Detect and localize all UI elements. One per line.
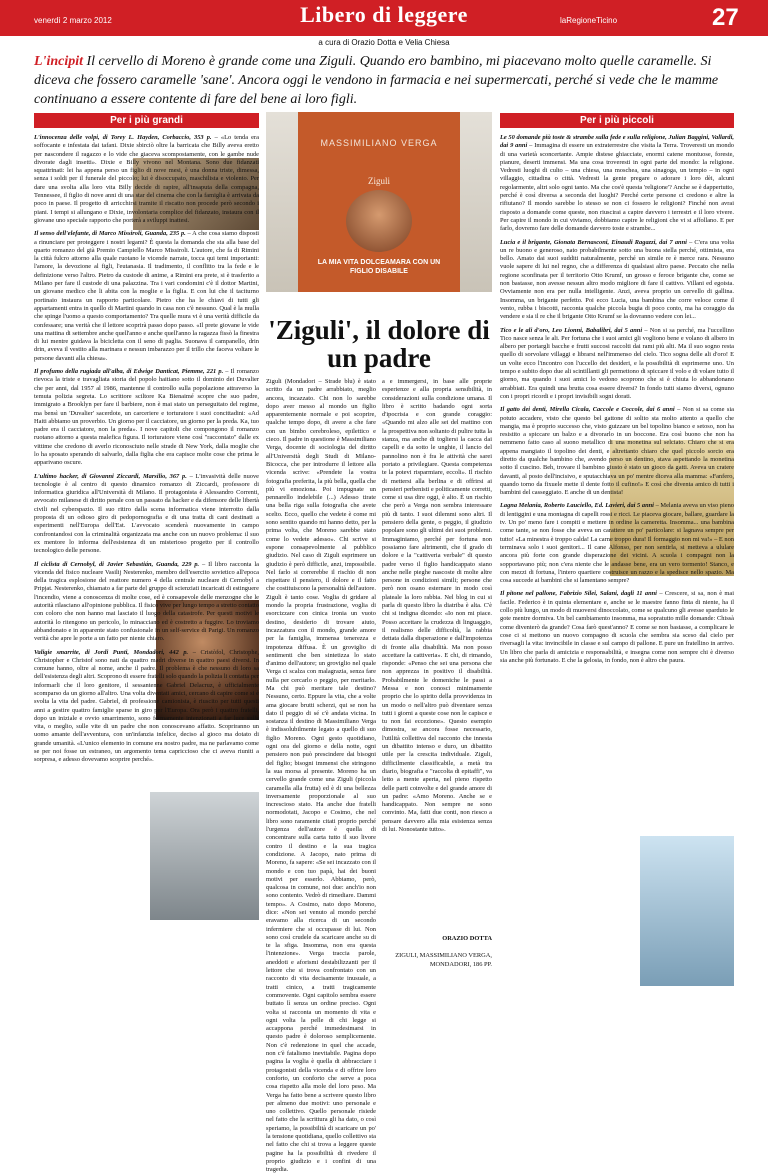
review-body: – Non si sa perché, ma l'uccellino Tico nasce senza le ali. Per fortuna che i suoi amici gli vogliono bene e volano di albero in albero per portargli bacche e frutti succosi raccolti dai rami più alti. Ma il suo sogno resta quello di sorvolare villaggi e librarsi nell'immenso del cielo. Tico sogna delle ali d'oro! E un volte ecco l'incontro con l'uccello dei desideri, e la possibilità di esprimerne uno. Un tempo e subito dopo due ali scintillanti gli permettono di spiccare il volo e di volare tutto il giorno, ma quando i suoi amici lo vedono scoprono che si è chiuta lo abbandonano arrabbiati. Era quindi una brutta cosa essere diversi? In fondo tutti siamo diversi, ognuno con i propri ricordi e i propri invisibili sogni dorati. [500,326,734,400]
incipit-text: Il cervello di Moreno è grande come una Ziguli. Quando ero bambino, mi piacevano molto quelle caramelle. Si diceva che fossero caramelle 'sane'. Ancora oggi le vendono in farmacia e nei supermercati, perché si vede che le mamme continuano a essere contente di fare del bene ai loro figli. [34,54,719,107]
feature-text-column-2 [382,378,492,933]
section-bar-kids: Per i più piccoli [500,113,734,128]
review-body: – L'invasività delle nuove tecnologie è al centro di questo dinamico romanzo di Ziccardi, professore di informatica giuridica all'Università di Milano. Il protagonista è Alessandro Correnti, avvocato milanese di diritto penale con un passato da hacker e da difensore delle libertà civili nel cyberspazio. Il suo ritiro dalla scena informatica viene interrotto dalla proposta di un odioso giro di pedopornografia e di una tratta di cani destinati a esperimenti nell'Europa dell'Est. L'avvocato scenderà nuovamente in campo confrontandosi con la criminalità organizzata ma anche con un nuovo problema: il suo ex mentore lo informa dell'esistenza di un misterioso progetto per il controllo tecnologico delle persone. [34,472,259,555]
cover-tagline: LA MIA VITA DOLCEAMARA CON UN FIGLIO DISABILE [317,259,441,275]
cover-author: MASSIMILIANO VERGA [320,138,438,148]
review-entry [500,502,734,585]
review-body: – Crescere, si sa, non è mai facile. Federico è in quinta elementare e, anche se le maestre fanno finta di niente, ha il collo più lungo, un modo di muoversi dinoccolato, come se qualcuno gli avesse sparduto le gote mentre dormiva. Un bel cambiamento insomma, ma sopratutto mille domande: Chissà come diventerò da grande? Cosa farò quest'anno? E come se non bastasse, a complicare le cose ci si mettono un nuovo compagno di scuola che sembra sia sceso dal cielo per riversagli la vita: invincibile in classe e sul campo di pallone. E pure un fratellino in arrivo. Un libro che parla di amicizia e responsabilità, e insegna come non sempre chi è diverso sia anche più fortunato. E che la gelosia, in fondo, non è altro che paura. [500,590,734,664]
review-entry [500,590,734,665]
review-title: Il gatto dei denti, Mirella Cicala, Caccole e Coccole, dai 6 anni [500,406,678,414]
review-title: Lagna Melania, Roberto Lauciello, Ed. Lavieri, dai 5 anni [500,502,656,510]
cover-title: Ziguli [368,176,390,186]
book-reference: ZIGULI, MASSIMILIANO VERGA, MONDADORI, 186 PP. [395,952,492,968]
review-body: – Il libro racconta la vicenda del fisico nucleare Vasilij Nesterenko, membro dell'esercito sovietico all'epoca della tragica esplosione del reattore numero 4 della centrale nucleare di Cernobyl a Pripjat. Nesterenko, chiamato a far parte del gruppo di scienziati incaricati di estinguere l'incendio, viene a conoscenza di molte cose, ed è consapevole delle menzogne che le autorità rilasciano all'opinione pubblica. Il fisico vive per lungo tempo a stretto contatto con coloro che non hanno mai lasciato il luogo della catastrofe. Per questi motivi le autorità lo ritengono un pericolo, lo minacciano ed è costretto a fuggire. Lo troviamo abbandonato e in apparente stato confusionale in un self-service di Parigi. Un romanzo verità che apre le porte a un fatto per niente chiaro. [34,560,259,643]
feature-headline: 'Ziguli', il dolore di un padre [268,315,490,373]
review-entry [500,327,734,402]
left-reviews-column [34,134,259,992]
feature-byline: ORAZIO DOTTA [442,935,492,942]
review-body: – «Lo tenda era soffocante e infestata dai tafani. Dixie sbirciò oltre la barricata che Billy aveva eretto per nascondere il ragazzo e lo vide che giaceva scompostamente, con le gambe nude divorate dagli insetti». Dixie e Billy vivono nel Montana. Sono due fidanzati squattrinati: lei ha appena perso un figlio di nove mesi, è una donna triste, dimessa, senza i soldi per il funerale del piccolo; lui è disoccupato, maschilista e violento. Per dare una svolta alla loro vita Billy decide di rapire, all'insaputa della compagna, Tennessee, il figlio di nove anni di una star del cinema che con la famiglia è arrivata da poco in paese. Il progetto di arricchirsi tramite il riscatto non procede però secondo i piani. I tempi si allungano e Dixie, involontaria complice del fidanzato, instaura con il giovane uno speciale rapporto che porterà a sviluppi inattesi. [34,134,259,224]
review-body: – Immagina di essere un extraterrestre che visita la Terra. Troveresti un mondo di una varietà sconcertante. Ampie distese ghiacciate, enormi catene montuose, foreste, pianure, deserti immensi. Ma una cosa troveresti in ogni parte del mondo: la religione. Vedresti luoghi di culto – una chiesa, una moschea, una sinagoga, un tempio – in ogni villaggio, cittadina o città. Vedresti la gente pregare o adorare i loro dèi, alcuni regolarmente, altri solo ogni tanto. Ma che cos'è questa 'religione'? Anche se è dappertutto, perché è così diversa a seconda dei luoghi? Perché certe persone ci credono e altre la rifiutano? Il mondo sarebbe lo stesso se non ci fossero le religioni? Finché non avrai risposto a domande come queste, non riuscirai a capire davvero i terrestri e il loro vivere. Per capire il mondo in cui viviamo, dobbiamo capire le religioni che vi si affollano. E per farlo, dovremo fare delle domande davvero toste e strambe... [500,142,735,233]
review-entry [500,134,734,234]
review-title: L'ultimo hacker, di Giovanni Ziccardi, Marsilio, 367 p. [34,472,190,480]
review-title: Le 50 domande più toste & strambe sulla fede e sulla religione, Julian Baggini, Vallardi, dai 9 anni [500,134,734,150]
review-title: Il ciclista di Cernobyl, di Javier Sebastián, Guanda, 229 p. [34,560,203,568]
review-entry [500,406,734,497]
review-body: – C'era una volta un re buono e generoso, nato probabilmente sotto una buona stella perché, ottimista, era bello. Amato dai suoi sudditi naturalmente, perché un simile re è merce rara. Nessuno vuole sapere di lui nel regno, che a differenza di qualsiasi altro paese. Peccato che nella regione sconfinata per il territorio Otto Krumf, un grosso e feroce brigante che, come se non bastasse, non avesse nessun altro modo migliore di fare il cattivo. Villani ed egoista. Ovviamente non era per nulla intelligente. Anzi, aveva proprio un cervello di gallina. Insomma, un brigante perfetto. Poi ecco Lucia, una bambina che corre veloce come il vento, rubba i biscotti, racconta qualche piccola bugia di poco conto, ma ha coraggio da vendere e sia il re che il brigante Otto Krumf se la dovranno vedere con lei... [500,238,734,321]
review-entry [500,239,734,322]
review-body: – Non si sa come sia potuto accadere, visto che questo bel gattone di solito sta molto attento a quello che mangia, ma è proprio successo che, visto guizzare un bel topolino bianco e setoso, non ha resistito a spiccare un balzo e a divorarlo in un boccone. Era così buono che non ha nemmeno fatto caso al suono metallico di una monetina sul selciato. Chiaro che si era appena mangiato il topolino dei denti, e altrettanto chiaro che quel piccolo sorcio era diretto da qualche bambino che, avendo perso un dentino, stava aspettando la monetina sotto il cuscino. Beh, trovare il bambino giusto è stato un gioco da gatti. Aveva un cratere davanti, al posto dell'incisivo, e sputacchiava un po' mentre diceva alla mamma: «Fanfero, quando torno da fixuele mette il dente fotto il cufino!» E così che diventa amico di tutti i bambini del casseggiato. E anche di un dentista! [500,406,734,497]
incipit-label: L'incipit [34,54,83,69]
review-body: a e immergersi, in base alle proprie esperienze e alla propria sensibilità, in considerazioni sulla condizione umana. Il libro è scritto badando ogni sorta d'ipocrisia e con grande coraggio: «Quando mi alzo alle sei del mattino con la prospettiva non soltanto di pulire tutta la stanza, ma anche di togliersi la cacca dai capelli e da sotto le unghie, il lancio del pannolino non è fra le attività che sarei portato a privilegiare. Questa competenza te la potevi risparmiare, eccoli». Il rischio di mettersi alla berlina e di offrirsi ai pensieri perbenisti e politicamente corretti, come si usa dire oggi, è alto. È un rischio che però a Verga non sembra interessare più di tanto. I suoi dilemmi sono altri. Il pensiero della gente, o peggio, il giudizio popolare sono gli ultimi dei suoi problemi. Immaginiamo, perché per fortuna non possiamo fare altrimenti, che il grado di dolore e la "cattiveria verbale" di questo padre verso il figlio handicappato siano anche nelle pieghe nascoste di molte altre persone in condizioni simili; persone che però non osano esternare in modo così plateale la loro rabbia. Nel blog in cui si parla di questo libro la diatriba è alta. C'è chi si indigna dicendo: «Io non mi piace. Posso accettare la crudezza di linguaggio, il realismo delle difficoltà, la rabbia dettata dalla disperazione e dall'impotenza di fronte alla disabilità. Ma non posso accettare la cattiveria». E chi, di rimando, risponde: «Penso che sei una persona che non apprezza in positivo il disabilità. Probabilmente le domeniche le passi a Messa e non conosci minimamente proprio che lo spirito della provvidenza in un modo o nell'altro può diventare senza tutti i giorni a queste cose non le capisce e tu non fai eccezione». Questo esempio dimostra, se ancora fosse necessario, l'utilità collettiva del racconto che innesta un dibattito intenso e duro, un dibattito utile per la crescita individuale. Ziguli, difficilmente classificabile, a metà tra diario, biografia e "raccolta di epitaffi", va letto a mente aperta, nel pieno rispetto delle parti coinvolte e del grande amore di un padre: «Amo Moreno. Anche se e handicappato. Non sempre ne sono convinto. Ma, fatti due conti, non riesco a pensare davvero alla mia esistenza senza di lui. Nonostante tutto». [382,378,492,834]
review-title: L'innocenza delle volpi, di Torey L. Hayden, Corbaccio, 353 p. [34,134,215,141]
review-title: Il senso dell'elefante, di Marco Missiroli, Guanda, 235 p. [34,230,188,238]
review-entry [34,561,259,644]
review-title: Lucia e il brigante, Gionata Bernasconi, Einaudi Ragazzi, dai 7 anni [500,238,690,246]
editor-credit: a cura di Orazio Dotta e Velia Chiesa [318,38,450,47]
review-title: Il profumo della rugiada all'alba, di Edwige Danticat, Piemme, 221 p. [34,368,226,376]
newspaper-name: laRegioneTicino [560,16,618,25]
review-body: – Cristòfol, Christophe, Christopher e Christof sono nati da quattro madri diverse in quattro paesi diversi. In comune hanno, oltre al nome, anche il padre. Il problema è che nessuno di loro sa dell'esistenza degli altri. Scoprono di essere fratelli solo quando la polizia li contatta per informarli che il loro genitore, il sessantenne Gabriel Delacruz, è ufficialmente scomparso da un giorno all'altro. Una volta diventati amici, cercano di capire come si è svolta la vita del padre. Gabriel, di professione camionista, è riuscito per tutti questi anni a gestire quattro famiglie sparse in giro per l'Europa. Ora però i quattro fratelli, dopo un iniziale e ovvio smarrimento, sono fermamente intenzionati a far luce sulla vita, o meglio, sulle vite di un padre che non conoscevano affatto. Scopriranno un uomo amante dell'avventura, con un'infanzia infelice, deciso al gioco ma dotato di grande umanità. «L'unico elemento in comune era nostro padre, ma ne parlavamo come se per noi fosse un estraneo, un argomento tema capriccioso che ci aveva riuniti a sorpresa, e adesso dovevamo scoprire perché». [34,648,259,764]
review-entry [34,230,259,363]
review-body: – A che cosa siamo disposti a rinunciare per proteggere i nostri legami? È questa la domanda che sta alla base del quarto romanzo del già Premio Campiello Marco Missiroli. L'autore, che fa di Rimini la città fulcro attorno alla quale ruotano le vicende narrate, tocca qui temi importanti: l'amore, la devozione al figli, l'eutanasia. Il tradimento, il conflitto tra la fede e le definizione verso l'altro. Pietro da custode di anime, a Rimini era prete, si è trasferito a Milano per fare il custode di una palazzina. Tra i vari condomini c'è il dottor Martini, un giovane medico che li abita con la moglie e la figlia. E con lui che il taciturno portinaio instaura un rapporto particolare. Pietro che ha le chiavi di tutti gli appartamenti entra in quello di Martini quando in casa non c'è nessuno. Qual è la mulla che spinge l'uomo a questo comportamento? Tra quelle mura vi è una verità difficile da confessare; una verità che il lettore scoprirà passo dopo passo. «Il prete giovane le vide una mattina di settembre anche quell'anno e anche quell'anno la ragazza fissò la finestra di lui mentre guidava la bicicletta con il seno di paglia. Suonava il campanello, drin drin, aveva il vestito alla marinara e nessun imbarazzo per il trillo che faceva voltare le persone davanti alla chiesa». [34,230,259,362]
review-title: Il pitone nel pallone, Fabrizio Silei, Salani, dagli 11 anni [500,590,660,598]
review-body: Ziguli (Mondadori – Strade blu) è stato scritto da un padre arrabbiato, meglio ancora, incazzato. Chi non lo sarebbe dopo aver messo al mondo un figlio apparentemente normale e poi scoprire, qualche tempo dopo, di avere a che fare con un bimbo cerebroleso, epilettico e cieco. Il padre in questione è Massimiliano Verga, docente di sociologia del diritto all'Università degli Studi di Milano-Bicocca, che per introdurre il lettore alla vicenda scrive: «Prendete la vostra fotografia preferita, la più bella, quella che più vi emoziona. Poi impugnate un pennarello indelebile (...) Adesso tirate una bella riga sulla fotografia che avete scelto. Ecco, quello che vedete è come mi sono sentito quando mi hanno detto, per la prima volta, che Moreno sarebbe stato come lo vedete adesso». Chi scrive si espone consapevolmente al pubblico giudizio. Nel caso di Ziguli esprimere un giudizio è però difficile, anzi, impossibile. Nel farlo si correrebbe il rischio di non rispettare il pensiero, il dolore e il fatto che costituiscono la personalità dell'autore. Ziguli è tanto cose. Voglia di gridare al mondo la propria frustrazione, voglia di esorcizzare con cinica ironia un vuoto destino, desiderio di trovare aiuto, incazzatura con il mondo, grande amore per la famiglia, immensa tenerezza e impotenza diffusa. È un groviglio di sentimenti che ben sintetizza lo stato d'animo dell'autore; un groviglio nel quale Verga ci scalza con malagrazia, senza fare nulla per cercarlo o peggio, per meritarlo. Ma chi può meritare tale destino? Nessuno, certo. Eppure la vita, che a volte ama giocare brutti scherzi, qui se non ha dato il peggio di sé c'è andata vicina. In sostanza il destino di Massimiliano Verga è indissolubilmente legato a quello di suo figlio Moreno. Ogni gesto quotidiano, ogni ora del giorno e della notte, ogni pensiero non può prescindere dai bisogni del figlio; bisogni immensi che stringono la sua morsa al presente. Moreno ha un cervello grande come una Ziguli (piccola caramella alla frutta) ed è di una bellezza inversamente proporzionale al suo increscioso stato. Ha anche due fratelli normodotati, Jacopo e Cosimo, che nel libro sono raramente citati proprio perché l'urgenza dell'autore è quella di concentrare sulla carta tutto il suo livore contro il destino e la sua tragica condizione. A Jacopo, nato prima di Moreno, fa sapere: «Se sei incazzato con il mondo e con tuo papà, hai dei buoni motivi per esserlo. Abbiamo, però, qualcosa in comune, noi due: anch'io non sono contento. Vedrò di rimediare. Dammi tempo». A Cosimo, nato dopo Moreno, dice: «Non sei venuto al mondo perché eravamo alla ricerca di un secondo infermiere che si occupasse di lui. Non sono così crudele da scaricare anche su di te la sfiga. Insomma, non era questa l'intenzione». Verga traccia parole, aneddoti e aforismi destabilizzanti per il lettore che si trova confrontato con un racconto di vita decisamente inusuale, a tratti cinico, a tratti tragicamente commovente. Ogni capitolo sembra essere buttato lì senza un ordine preciso. Ogni volta si racconta un momento di vita e ogni volta la pelle di chi legge si accapponа perché immedesimarsi in questo padre è doloroso semplicemente. Non c'è redenzione in quel che accade, non c'è fatalismo inevitabile. Pagina dopo pagina la voglia è quella di abbracciare i protagonisti della vicenda e di offrire loro conforto, un conforto che serve a poca cosa rispetto alla mole del loro peso. Ma Verga ha fatto bene a scrivere questo libro per almeno due motivi: uno personale e uno collettivo. Quello personale risiede nel fatto che la scrittura gli ha dato, o così speriamo, la possibilità di scaricare un po' la tensione quotidiana, quello collettivo sta nel fatto che chi si trova a leggere queste pagine ha la possibilità di rivedere il proprio giudizio e i confini di una tragedia. [266,378,376,1174]
cover-panel [298,112,460,292]
review-entry [34,649,259,765]
review-entry [266,378,376,1175]
review-entry [382,378,492,834]
review-title: Valigie smarrite, di Jordi Punti, Mondadori, 442 p. [34,648,193,656]
book-cover-ziguli [266,112,492,292]
incipit [34,52,734,109]
review-entry [34,473,259,556]
review-body: – Il romanzo rievoca la triste e travagliata storia del popolo haitiano sotto il dominio dei Duvalier che per anni, dal 1957 al 1986, mantenne il controllo sulla popolazione attraverso la temuta polizia segreta. Lo scrittore sciltore Ka Bienaimé scopre che suo padre, immigrato a Brooklyn per fare il barbiere, non è mai stato un perseguitato del regime, ma bensì un 'Duvalier' sacerdote, un carceriere e torturatore i suoi concittadini: «Ad Haiti abbiamo un proverbio. Un giorno per il cacciatore, un giorno per la preda. Ka, tuo padre era il cacciatore, non la preda». I nove capitoli che compongono il romanzo ruotano attorno a questa malefica figura. Il torturatore viene così "raccontato" dalle ex vittime che credono di averlo riconosciuto nelle strade di New York, dalla moglie che lo ha sposato sperando di salvarlo, dalla figlia che era capisce molte cose che prima le apparivano oscure. [34,368,259,467]
review-title: Tico e le ali d'oro, Leo Lionni, Babalibri, dai 5 anni [500,326,645,334]
section-title: Libero di leggere [300,2,468,27]
feature-text-column-1 [266,378,376,1174]
review-entry [34,368,259,468]
page-header [0,0,768,36]
right-reviews-column [500,134,734,992]
section-bar-adults: Per i più grandi [34,113,259,128]
page-number: 27 [712,4,739,31]
review-body: – Melania aveva un viso pieno di lentiggini e una montagna di capelli rossi e ricci. Le piaceva giocare, ballare, guardare la tv. Un po' meno fare i compiti e mettere in ordine la cameretta. Insomma... una bambina come tante, se non fosse che aveva un carattere un po' particolare: si lagnava sempre per tutto! «La minestra è troppo calda! La carne troppo dura! Il formaggio non mi va!» – E non terminava solo i suoi genitori... Il cane Alfonso, per non sentirla, si metteva a ululare ancora più forte con grande disperazione dei vicini. A scuola i compagni non la sopportavano più; non c'era niente che le andasse bene, era un vero tormento! Stanco, e con mezzi di fortuna, l'intero quartiere costruisce un razzo e la spedisce nello spazio. Ma cosa succede ai bambini che si lamentano sempre? [500,502,734,585]
review-entry [34,134,259,225]
issue-date: venerdì 2 marzo 2012 [34,16,112,25]
child-portrait [346,190,412,252]
